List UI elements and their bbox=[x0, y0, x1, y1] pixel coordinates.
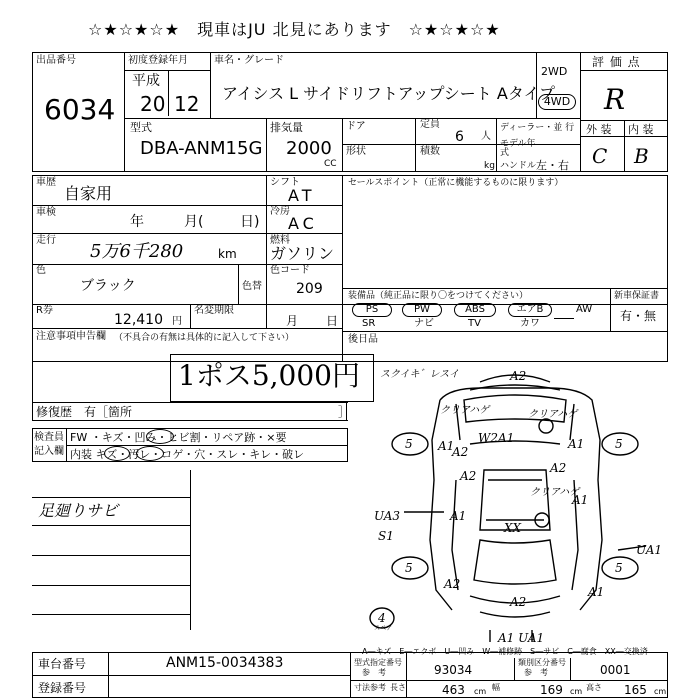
width-label: 幅 bbox=[492, 683, 500, 692]
height-value: 165 bbox=[624, 683, 647, 697]
fuel-label: 燃料 bbox=[270, 235, 290, 246]
car-name: アイシス L サイドリフトアップシート Aタイプ bbox=[222, 84, 556, 103]
registration-label: 登録番号 bbox=[38, 681, 87, 695]
model-spec-number: 93034 bbox=[434, 663, 473, 677]
mark-side-right: A2 bbox=[550, 461, 567, 475]
mark-rear-left: A2 bbox=[444, 577, 461, 591]
mark-s1: S1 bbox=[378, 529, 394, 543]
repair-close: ］ bbox=[338, 405, 351, 419]
model-spec-label: 型式指定番号 bbox=[354, 658, 402, 667]
inspection-day: 日) bbox=[240, 214, 260, 230]
mark-fender-left: A1 bbox=[438, 439, 455, 453]
recycle-label: R券 bbox=[36, 305, 53, 316]
door-label: ドア bbox=[346, 121, 366, 132]
inspector-row1: FW ・キズ・凹み・ヒビ割・リペア跡・×要 bbox=[70, 431, 287, 444]
damage-legend: A―キズ E―エクボ U―凹み W―補修跡 S―サビ C―腐食 XX―交換済 bbox=[362, 647, 648, 656]
notes-label: 注意事項申告欄 bbox=[36, 331, 106, 342]
aircon-label: 冷房 bbox=[270, 206, 290, 217]
inspector-label: 検査員 bbox=[34, 432, 64, 443]
mark-rear-bottom: A1 UA1 bbox=[498, 631, 545, 645]
spare-label: スペア bbox=[374, 625, 393, 632]
name-change-label: 名変期限 bbox=[194, 305, 234, 316]
mark-quarter-left: A1 bbox=[450, 509, 467, 523]
mark-replaced: XX bbox=[504, 521, 522, 535]
repair-label: 修復歴 有［箇所 bbox=[36, 405, 133, 419]
class-label: 類別区分番号 bbox=[518, 658, 566, 667]
cc-unit: CC bbox=[324, 159, 337, 169]
fuel-value: ガソリン bbox=[270, 244, 335, 263]
dims-label: 寸法参考 bbox=[354, 683, 386, 692]
interior-label: 内 装 bbox=[628, 123, 654, 136]
remark-handwritten: 足廻りサビ bbox=[38, 501, 119, 520]
person-unit: 人 bbox=[481, 131, 491, 142]
length-cm: cm bbox=[474, 687, 487, 696]
mark-ua3: UA3 bbox=[374, 509, 401, 523]
mileage-label: 走行 bbox=[36, 235, 56, 246]
length-value: 463 bbox=[442, 683, 465, 697]
mark-ua1: UA1 bbox=[636, 543, 663, 557]
equip-abs: ABS bbox=[454, 303, 496, 317]
new-car-warranty: 有・無 bbox=[620, 309, 657, 323]
mark-rear-bumper: A2 bbox=[510, 595, 527, 609]
yen-unit: 円 bbox=[172, 316, 182, 327]
entry-label: 記入欄 bbox=[34, 446, 64, 457]
height-cm: cm bbox=[654, 687, 667, 696]
inspection-year: 年 bbox=[130, 214, 144, 230]
shift-value: AT bbox=[288, 186, 316, 205]
price-handwritten: 1ポス5,000円 bbox=[178, 359, 360, 392]
era: 平成 bbox=[132, 73, 160, 89]
chassis-label: 車台番号 bbox=[38, 657, 87, 671]
svg-text:4: 4 bbox=[378, 611, 386, 625]
header-banner: ☆★☆★☆★ 現車はJU 北見にあります ☆★☆★☆★ bbox=[88, 20, 501, 39]
inspection-label: 車検 bbox=[36, 207, 56, 218]
equip-sr: SR bbox=[362, 318, 376, 329]
equip-ps: PS bbox=[352, 303, 392, 317]
first-reg-label: 初度登録年月 bbox=[128, 55, 188, 66]
mark-rear-right: A1 bbox=[588, 585, 605, 599]
name-change-month: 月 bbox=[286, 314, 299, 328]
handle-value: 左・右 bbox=[536, 159, 569, 172]
model-year-label: モデル年式 bbox=[500, 139, 536, 158]
scratch-circle bbox=[104, 446, 130, 461]
mark-center: A2 bbox=[460, 469, 477, 483]
aircon-value: AC bbox=[288, 214, 318, 233]
model-code: DBA-ANM15G bbox=[140, 138, 263, 159]
dealer-label: ディーラー・並 行 bbox=[500, 123, 575, 133]
color-change-label: 色替 bbox=[242, 281, 262, 292]
kg-unit: kg bbox=[484, 161, 495, 171]
length-label: 長さ bbox=[390, 683, 406, 692]
recycle-value: 12,410 bbox=[114, 312, 163, 328]
equip-leather: カワ bbox=[520, 318, 540, 329]
mark-clear-peel-2: クリアハゲ bbox=[528, 409, 578, 420]
load-label: 積数 bbox=[420, 146, 440, 157]
new-car-warranty-label: 新車保証書 bbox=[614, 291, 660, 301]
mileage-value: 5万6千280 bbox=[90, 241, 184, 262]
lot-number: 6034 bbox=[44, 93, 116, 126]
capacity-label: 定員 bbox=[420, 119, 440, 130]
mark-w2a1: W2A1 bbox=[478, 431, 515, 445]
svg-text:5: 5 bbox=[615, 437, 623, 451]
shape-label: 形状 bbox=[346, 146, 366, 157]
km-unit: km bbox=[218, 247, 237, 261]
car-name-label: 車名・グレード bbox=[214, 55, 284, 66]
class-sub: 参 考 bbox=[524, 668, 548, 677]
use-value: 自家用 bbox=[64, 184, 113, 203]
exterior-label: 外 装 bbox=[586, 123, 612, 136]
mark-door-right: A1 bbox=[572, 493, 589, 507]
width-cm: cm bbox=[570, 687, 583, 696]
displacement-label: 排気量 bbox=[270, 121, 303, 134]
mark-roof: A2 bbox=[510, 369, 527, 383]
equip-airbag: エアB bbox=[508, 303, 552, 317]
color-code: 209 bbox=[296, 281, 323, 297]
handle-label: ハンドル bbox=[500, 161, 537, 171]
interior-grade: B bbox=[634, 144, 649, 168]
reg-month: 12 bbox=[174, 92, 200, 116]
mark-windshield: スクイキ゛レスイ bbox=[380, 369, 459, 380]
svg-text:5: 5 bbox=[405, 561, 413, 575]
chassis-number: ANM15-0034383 bbox=[166, 655, 284, 671]
displacement: 2000 bbox=[286, 138, 332, 159]
model-spec-sub: 参 考 bbox=[362, 668, 386, 677]
sales-points-label: セールスポイント（正常に機能するものに限ります） bbox=[348, 178, 564, 188]
class-number: 0001 bbox=[600, 663, 631, 677]
after-items-label: 後日品 bbox=[348, 334, 378, 345]
mark-clear-peel-3: クリアハゲ bbox=[530, 487, 580, 498]
inspection-month: 月( bbox=[184, 214, 204, 230]
exterior-grade: C bbox=[592, 144, 608, 168]
notes-sub: （不具合の有無は具体的に記入して下さい） bbox=[114, 333, 295, 343]
lot-label: 出品番号 bbox=[36, 55, 76, 66]
equipment-label: 装備品（純正品に限り〇をつけてください） bbox=[348, 291, 529, 301]
svg-text:5: 5 bbox=[405, 437, 413, 451]
equip-pw: PW bbox=[402, 303, 442, 317]
width-value: 169 bbox=[540, 683, 563, 697]
equip-tv: TV bbox=[468, 318, 481, 329]
drive-2wd: 2WD bbox=[541, 65, 568, 78]
use-label: 車歴 bbox=[36, 177, 56, 188]
equip-navi: ナビ bbox=[414, 318, 434, 329]
drive-4wd-circled: 4WD bbox=[538, 94, 576, 110]
name-change-day: 日 bbox=[326, 314, 339, 328]
model-label: 型式 bbox=[130, 121, 152, 134]
reg-year: 20 bbox=[140, 92, 166, 116]
stain-circle bbox=[136, 446, 164, 461]
dent-circle bbox=[146, 429, 174, 444]
grade-value: R bbox=[604, 83, 626, 116]
mark-clear-peel-1: クリアハゲ bbox=[440, 405, 490, 416]
svg-text:5: 5 bbox=[615, 561, 623, 575]
grade-label: 評 価 点 bbox=[592, 55, 641, 69]
shift-label: シフト bbox=[270, 177, 300, 188]
color-value: ブラック bbox=[80, 278, 136, 294]
capacity: 6 bbox=[455, 129, 464, 145]
mark-fender-right: A1 bbox=[568, 437, 585, 451]
inspector-row2: 内装 キズ・汚レ・コゲ・穴・スレ・キレ・破レ bbox=[70, 448, 305, 461]
color-label: 色 bbox=[36, 265, 46, 276]
height-label: 高さ bbox=[586, 683, 602, 692]
mark-door-left: A2 bbox=[452, 445, 469, 459]
color-code-label: 色コード bbox=[270, 265, 310, 276]
equip-aw: AW bbox=[576, 304, 593, 315]
